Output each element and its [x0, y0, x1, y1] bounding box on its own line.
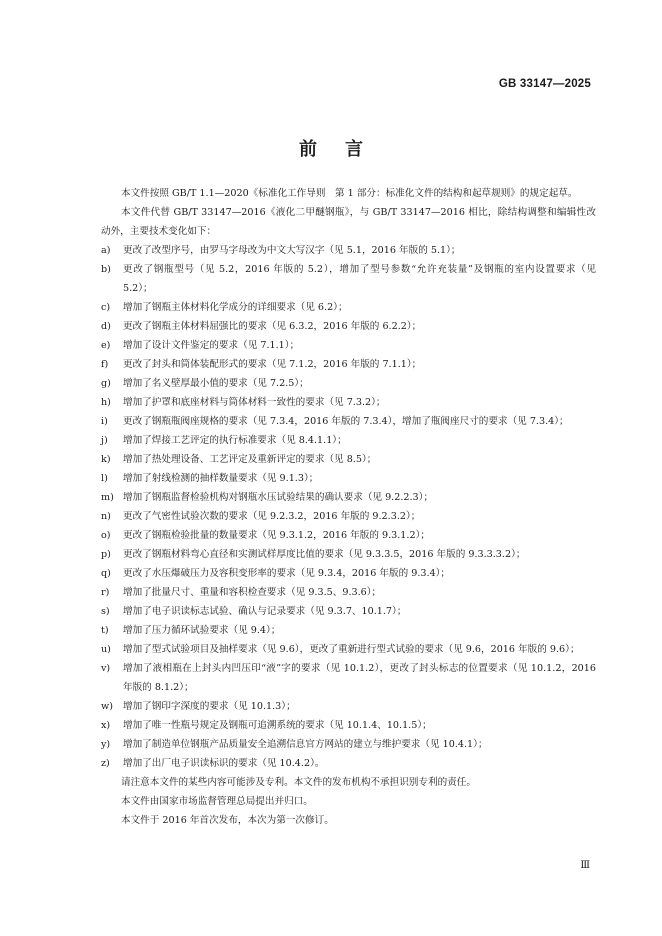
list-item-label: e) [101, 340, 111, 351]
list-item-text: 更改了气密性试验次数的要求（见 9.2.3.2，2016 年版的 9.2.3.2）； [123, 511, 421, 522]
list-item-label: q) [101, 568, 111, 579]
list-item-text: 增加了出厂电子识读标识的要求（见 10.4.2）。 [123, 758, 325, 769]
list-item-text: 更改了水压爆破压力及容积变形率的要求（见 9.3.4，2016 年版的 9.3.4）； [123, 568, 451, 579]
list-item-label: f) [101, 359, 109, 370]
list-item [101, 716, 596, 735]
patent-notice: 请注意本文件的某些内容可能涉及专利。本文件的发布机构不承担识别专利的责任。 [121, 777, 476, 788]
list-item [101, 640, 596, 659]
list-item [101, 488, 596, 507]
publication-history: 本文件于 2016 年首次发布，本次为第一次修订。 [121, 815, 334, 826]
page-number: Ⅲ [580, 860, 590, 871]
list-item-text: 增加了钢印字深度的要求（见 10.1.3）； [123, 701, 296, 712]
list-item-label: v) [101, 663, 111, 674]
list-item-text: 增加了液相瓶在上封头内凹压印“液”字的要求（见 10.1.2），更改了封头标志的位置要求（见 10.1.2，2016 年版的 8.1.2）； [123, 663, 596, 693]
list-item [101, 754, 596, 773]
list-item-label: w) [101, 701, 113, 712]
list-item-text: 增加了设计文件鉴定的要求（见 7.1.1）； [123, 340, 300, 351]
list-item-text: 增加了制造单位钢瓶产品质量安全追溯信息官方网站的建立与维护要求（见 10.4.1）； [123, 739, 488, 750]
list-item-text: 更改了封头和筒体装配形式的要求（见 7.1.2，2016 年版的 7.1.1）； [123, 359, 422, 370]
list-item-text: 增加了钢瓶主体材料化学成分的详细要求（见 6.2）； [123, 302, 348, 313]
list-item-label: x) [101, 720, 111, 731]
list-item-label: g) [101, 378, 111, 389]
list-item-label: i) [101, 416, 108, 427]
list-item [101, 241, 596, 260]
list-item [101, 545, 596, 564]
list-item-label: n) [101, 511, 111, 522]
list-item-label: c) [101, 302, 111, 313]
list-item-text: 更改了钢瓶主体材料屈强比的要求（见 6.3.2，2016 年版的 6.2.2）； [123, 321, 422, 332]
list-item-label: b) [101, 264, 111, 275]
document-body [101, 184, 596, 830]
list-item [101, 336, 596, 355]
list-item-text: 增加了钢瓶监督检验机构对钢瓶水压试验结果的确认要求（见 9.2.2.3）； [123, 492, 434, 503]
list-item [101, 659, 596, 697]
list-item-text: 增加了压力循环试验要求（见 9.4）； [123, 625, 281, 636]
list-item-text: 更改了钢瓶瓶阀座规格的要求（见 7.3.4，2016 年版的 7.3.4），增加了瓶阀座尺寸的要求（见 7.3.4）； [123, 416, 569, 427]
list-item-label: k) [101, 454, 111, 465]
list-item-label: y) [101, 739, 111, 750]
list-item-label: u) [101, 644, 111, 655]
list-item [101, 298, 596, 317]
list-item [101, 735, 596, 754]
list-item-label: p) [101, 549, 111, 560]
list-item-text: 增加了型式试验项目及抽样要求（见 9.6），更改了重新进行型式试验的要求（见 9.6，2016 年版的 9.6）； [123, 644, 580, 655]
list-item-text: 增加了电子识读标志试验、确认与记录要求（见 9.3.7、10.1.7）； [123, 606, 407, 617]
list-item [101, 583, 596, 602]
list-item [101, 526, 596, 545]
list-item-text: 更改了钢瓶型号（见 5.2，2016 年版的 5.2），增加了型号参数“允许充装量”及钢瓶的室内设置要求（见 5.2）； [123, 264, 596, 294]
list-item-text: 增加了唯一性瓶号规定及钢瓶可追溯系统的要求（见 10.1.4、10.1.5）； [123, 720, 432, 731]
list-item [101, 507, 596, 526]
list-item [101, 469, 596, 488]
replacement-paragraph: 本文件代替 GB/T 33147—2016《液化二甲醚钢瓶》，与 GB/T 33147—2016 相比，除结构调整和编辑性改动外，主要技术变化如下： [101, 207, 596, 237]
list-item [101, 450, 596, 469]
list-item-text: 增加了焊接工艺评定的执行标准要求（见 8.4.1.1）； [123, 435, 347, 446]
list-item [101, 393, 596, 412]
list-item [101, 602, 596, 621]
list-item [101, 564, 596, 583]
list-item-label: l) [101, 473, 108, 484]
list-item-label: h) [101, 397, 111, 408]
list-item [101, 374, 596, 393]
list-item [101, 621, 596, 640]
list-item-text: 更改了改型序号，由罗马字母改为中文大写汉字（见 5.1，2016 年版的 5.1）； [123, 245, 461, 256]
list-item-text: 更改了钢瓶材料弯心直径和实测试样厚度比值的要求（见 9.3.3.5，2016 年版的 9.3.3.3.2）； [123, 549, 526, 560]
list-item-label: s) [101, 606, 110, 617]
list-item-text: 增加了名义壁厚最小值的要求（见 7.2.5）； [123, 378, 309, 389]
list-item-text: 增加了护罩和底座材料与筒体材料一致性的要求（见 7.3.2）； [123, 397, 386, 408]
standard-number: GB 33147—2025 [498, 78, 591, 90]
page-title: 前言 [299, 139, 391, 160]
list-item-label: m) [101, 492, 114, 503]
list-item-label: a) [101, 245, 111, 256]
list-item [101, 697, 596, 716]
list-item-label: z) [101, 758, 110, 769]
list-item-label: o) [101, 530, 111, 541]
list-item-text: 更改了钢瓶检验批量的数量要求（见 9.3.1.2，2016 年版的 9.3.1.2）； [123, 530, 430, 541]
intro-paragraph: 本文件按照 GB/T 1.1—2020《标准化工作导则 第 1 部分：标准化文件的结构和起草规则》的规定起草。 [121, 188, 578, 199]
list-item-label: d) [101, 321, 111, 332]
list-item [101, 355, 596, 374]
list-item-text: 增加了批量尺寸、重量和容积检查要求（见 9.3.5、9.3.6）； [123, 587, 382, 598]
list-item [101, 412, 596, 431]
proposer-statement: 本文件由国家市场监督管理总局提出并归口。 [121, 796, 313, 807]
list-item [101, 317, 596, 336]
list-item-label: r) [101, 587, 110, 598]
list-item [101, 260, 596, 298]
changes-list [101, 241, 596, 773]
list-item-label: t) [101, 625, 109, 636]
list-item-label: j) [101, 435, 108, 446]
list-item [101, 431, 596, 450]
list-item-text: 增加了射线检测的抽样数量要求（见 9.1.3）； [123, 473, 319, 484]
list-item-text: 增加了热处理设备、工艺评定及重新评定的要求（见 8.5）； [123, 454, 377, 465]
